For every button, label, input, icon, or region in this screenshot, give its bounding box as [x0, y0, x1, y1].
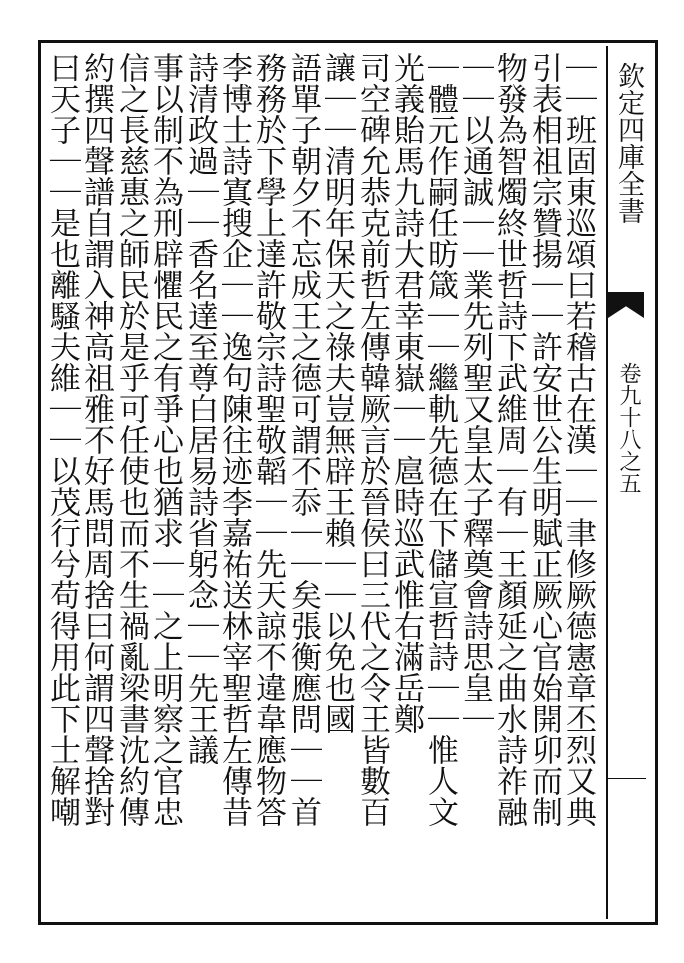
margin-divider [608, 778, 646, 779]
text-column: ｜｜班固東巡頌曰若稽古在漢｜｜聿修厥德憲章丕烈又典 [560, 52, 596, 827]
text-column: 語單子朝夕不忘成王之德可謂不忝｜｜矣張衡應問｜｜首 [285, 52, 321, 827]
margin-title: 欽定四庫全書 [613, 62, 644, 224]
text-column: 務務於下學上達許敬宗詩聖敬韜｜｜先天諒不違韋應物答 [250, 52, 286, 827]
text-column: 物發為智燭終世哲詩下武維周｜有｜王顏延之曲水詩祚融 [491, 52, 527, 827]
text-column: 曰天子｜｜是也離騷夫維｜｜以茂行兮苟得用此下士解嘲 [44, 52, 80, 827]
text-column: ｜體元作嗣任昉箴｜｜繼軌先德在下儲宣哲詩｜｜惟人文 [422, 52, 458, 827]
text-column: 李博士詩寘搜企｜｜逸句陳往迹李嘉祐送林宰聖哲左傳昔 [216, 52, 252, 827]
text-column: 事以制不為刑辟懼民之有爭心也猶求｜｜之上明察之官忠 [147, 52, 183, 827]
text-column: ｜｜以通誠｜｜業先列聖又皇太子釋奠會詩思皇｜ [457, 52, 493, 734]
volume-label: 卷九十八之五 [616, 362, 641, 494]
text-column: 引表相祖宗贊揚｜｜許安世公生明賦正厥心官始開卯而制 [526, 52, 562, 827]
text-column: 詩清政過｜｜香名達至尊白居易詩省躬念｜｜先王議 [182, 52, 218, 765]
text-column: 光義貽馬九詩大君幸東嶽｜｜扈時巡武惟右滿岳鄭 [388, 52, 424, 734]
text-column: 讓｜｜清明年保天之祿夫豈無辟王賴｜｜以免也國 [319, 52, 355, 734]
text-column: 信之長慈惠之師民於是乎可任使也而不生禍亂梁書沈約傳 [113, 52, 149, 827]
text-column: 司空碑允恭克前哲左傳韓厥言於晉侯曰三代之令王皆數百 [354, 52, 390, 827]
text-column: 約撰四聲譜自謂入神高祖雅不好馬問周捨曰何謂四聲捨對 [78, 52, 114, 827]
